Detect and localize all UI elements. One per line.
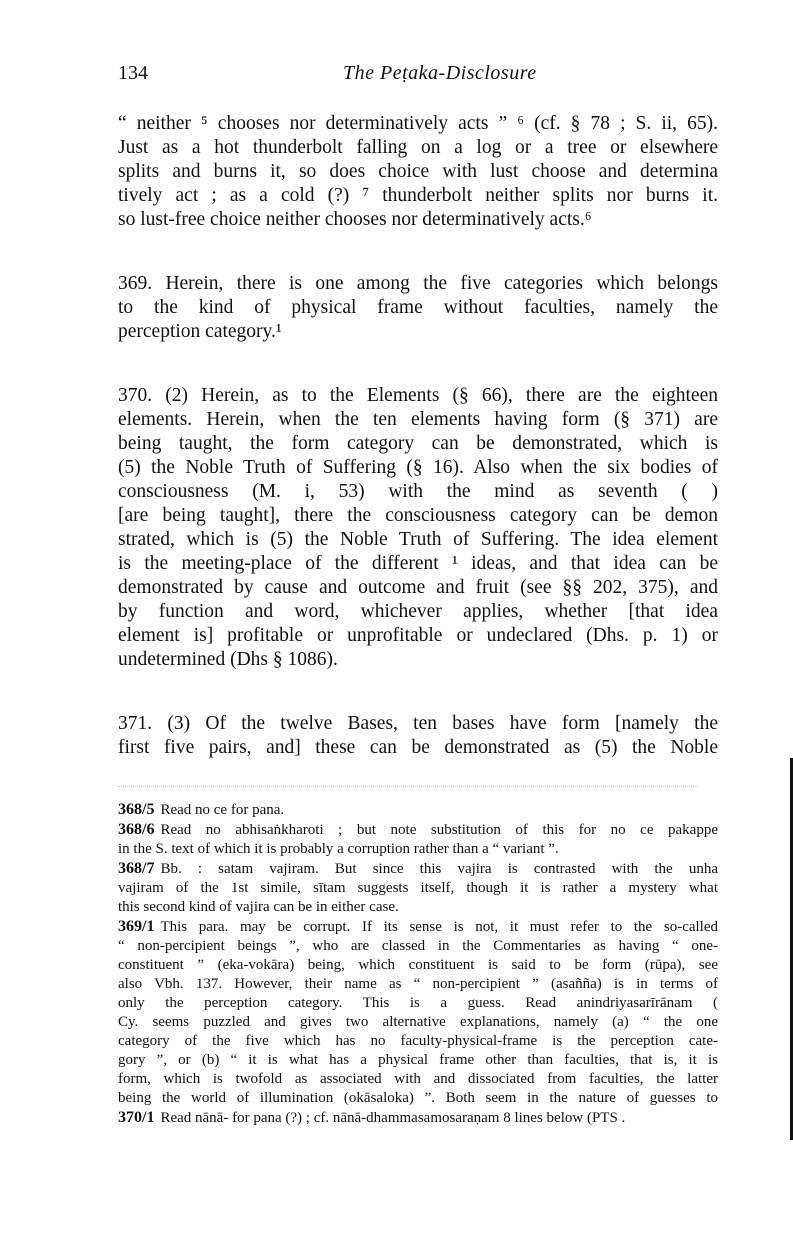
footnote-text: Read no abhisaṅkharoti ; but note substitution of this for no ce pakappe [160,822,718,838]
text-line: 371. (3) Of the twelve Bases, ten bases have form [namely the [118,713,718,734]
footnote-370-1 [118,1108,718,1128]
text-line: by function and word, whichever applies, whether [that idea [118,601,718,622]
footnote-line [118,1108,718,1128]
footnote-line: this second kind of vajira can be in either case. [118,899,399,915]
footnote-368-5 [118,800,718,820]
text-line: being taught, the form category can be demonstrated, which is [118,433,718,454]
footnote-ref: 368/6 [118,821,155,838]
text-line: (5) the Noble Truth of Suffering (§ 16). Also when the six bodies of [118,457,718,478]
text-line: perception category.¹ [118,321,282,342]
page-number: 134 [118,62,148,84]
text-line: so lust-free choice neither chooses nor determinatively acts.⁶ [118,209,592,230]
footnote-line: also Vbh. 137. However, their name as “ non-percipient ” (asañña) is in terms of [118,976,718,992]
footnote-ref: 368/5 [118,801,155,818]
footnote-line: form, which is twofold as associated with and dissociated from faculties, the latter [118,1071,718,1087]
paragraph-368-continuation [118,112,718,232]
text-line: is the meeting-place of the different ¹ ideas, and that idea can be [118,553,718,574]
text-line: splits and burns it, so does choice with lust choose and determina [118,161,718,182]
footnote-369-1 [118,917,718,1108]
text-line: [are being taught], there the consciousness category can be demon [118,505,718,526]
text-line: 369. Herein, there is one among the five categories which belongs [118,273,718,294]
text-line: first five pairs, and] these can be demonstrated as (5) the Noble [118,737,718,758]
text-line: demonstrated by cause and outcome and fruit (see §§ 202, 375), and [118,577,718,598]
footnote-line: “ non-percipient beings ”, who are classed in the Commentaries as having “ one- [118,938,718,954]
text-line: to the kind of physical frame without faculties, namely the [118,297,718,318]
footnote-line: vajiram of the 1st simile, sītam suggests itself, though it is rather a mystery what [118,880,718,896]
text-line: consciousness (M. i, 53) with the mind as seventh ( ) [118,481,718,502]
text-line: strated, which is (5) the Noble Truth of Suffering. The idea element [118,529,718,550]
footnote-line: only the perception category. This is a guess. Read anindriyasarīrānam ( [118,995,718,1011]
footnote-line: category of the five which has no faculty-physical-frame is the perception cate- [118,1033,718,1049]
text-line: 370. (2) Herein, as to the Elements (§ 66), there are the eighteen [118,385,718,406]
paragraph-gap [118,344,718,384]
footnote-line: constituent ” (eka-vokāra) being, which constituent is said to be form (rūpa), see [118,957,718,973]
paragraph-371 [118,712,718,760]
footnotes [118,800,718,1128]
paragraph-370 [118,384,718,672]
running-title: The Peṭaka-Disclosure [343,62,537,84]
footnote-line: being the world of illumination (okāsaloka) ”. Both seem in the nature of guesses to [118,1090,718,1106]
footnote-line: in the S. text of which it is probably a corruption rather than a “ variant ”. [118,841,559,857]
footnote-ref: 369/1 [118,918,155,935]
text-line: undetermined (Dhs § 1086). [118,649,338,670]
footnote-line: gory ”, or (b) “ it is what has a physical frame other than faculties, that is, it is [118,1052,718,1068]
footnote-text: Bb. : satam vajiram. But since this vajira is contrasted with the unha [160,861,718,877]
text-line: elements. Herein, when the ten elements having form (§ 371) are [118,409,718,430]
footnote-ref: 370/1 [118,1109,155,1126]
footnote-text: Read nānā- for pana (?) ; cf. nānā-dhammasamosaraṇam 8 lines below (PTS . [160,1110,626,1126]
footnote-text: This para. may be corrupt. If its sense is not, it must refer to the so-called [160,919,718,935]
paragraph-gap [118,672,718,712]
footnote-ref: 368/7 [118,860,155,877]
footnote-separator [118,786,698,787]
paragraph-gap [118,232,718,272]
footnote-line [118,859,718,879]
text-line: “ neither ⁵ chooses nor determinatively acts ” ⁶ (cf. § 78 ; S. ii, 65). [118,113,718,134]
text-line: Just as a hot thunderbolt falling on a log or a tree or elsewhere [118,137,718,158]
footnote-text: Read no ce for pana. [160,802,285,818]
footnote-368-6 [118,820,718,859]
paragraph-369 [118,272,718,344]
main-text [118,112,718,760]
footnote-line [118,800,718,820]
page-header [118,62,718,92]
footnote-line [118,820,718,840]
footnote-line [118,917,718,937]
text-line: tively act ; as a cold (?) ⁷ thunderbolt neither splits nor burns it. [118,185,718,206]
footnote-line: Cy. seems puzzled and gives two alternative explanations, namely (a) “ the one [118,1014,718,1030]
text-line: element is] profitable or unprofitable or undeclared (Dhs. p. 1) or [118,625,718,646]
footnote-368-7 [118,859,718,917]
